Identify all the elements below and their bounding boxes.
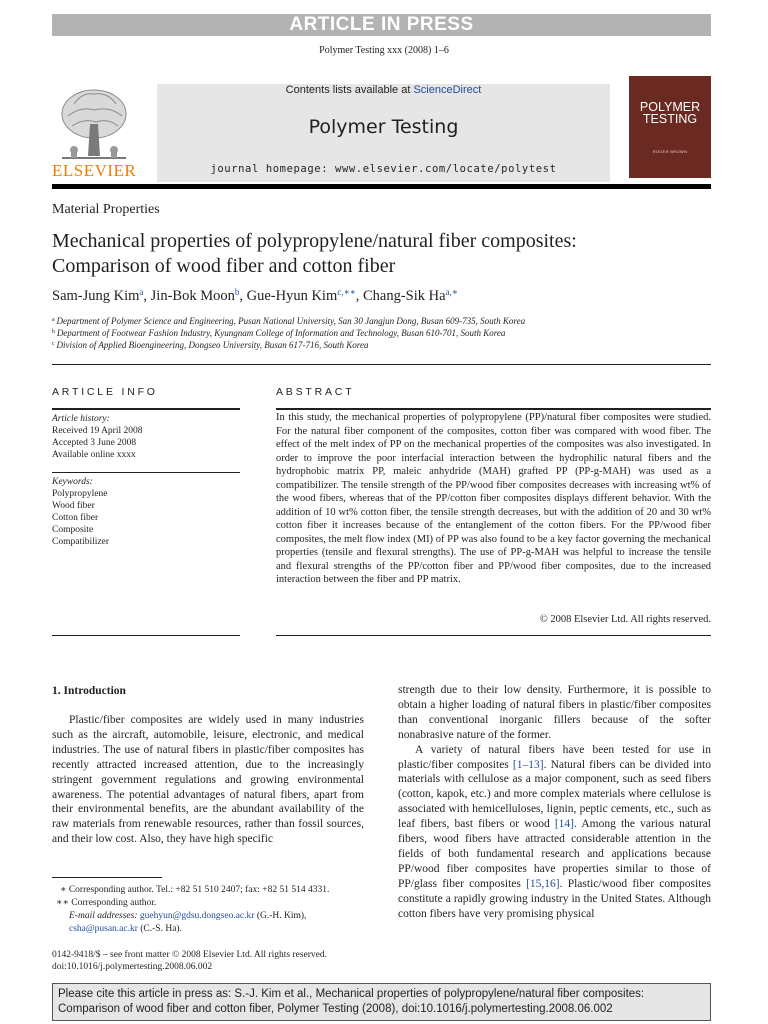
affiliation-text: Department of Footwear Fashion Industry, Kyungnam College of Information and Technology, Busan 610-701, South Korea [56,328,506,338]
citation-link[interactable]: [15,16] [526,877,560,890]
header-rule [52,184,711,189]
journal-title: Polymer Testing [308,116,459,138]
history-label: Article history: [52,414,110,424]
intro-text: . Among the various natural fibers, wood fibers have attracted considerable attention in the fields of both fundamental research and applications because PP/wood fiber composites have properties similar to those of PP/glass fiber composites [398,818,712,890]
keywords [52,476,109,548]
email-owner: (G.-H. Kim), [256,911,307,921]
history-item: Received 19 April 2008 [52,426,143,436]
article-in-press-banner: ARTICLE IN PRESS [52,14,711,36]
keyword: Wood fiber [52,501,95,511]
author-sup[interactable]: c,∗∗ [337,287,356,297]
divider [52,472,240,473]
article-info-heading: ARTICLE INFO [52,386,158,398]
author-sup[interactable]: a,∗ [445,287,458,297]
affiliation [52,316,712,326]
email-link[interactable]: csha@pusan.ac.kr [69,923,138,934]
email-label: E-mail addresses: [69,911,138,921]
intro-left-column [52,713,364,847]
article-title [52,229,712,279]
author-sup[interactable]: a [139,287,144,297]
keyword: Cotton fiber [52,513,99,523]
affiliation [52,328,712,338]
contents-line [157,84,610,96]
abstract-heading: ABSTRACT [276,386,355,398]
intro-paragraph [398,743,711,922]
divider [276,635,711,636]
divider [52,635,240,636]
divider [52,364,711,365]
keyword: Polypropylene [52,489,108,499]
history-item: Available online xxxx [52,450,136,460]
cover-subtitle: ROGER BROWN [652,149,688,154]
author-sup[interactable]: b [234,287,240,297]
intro-paragraph: strength due to their low density. Furthermore, it is possible to obtain a higher loading of natural fibers in plastic/fiber composites than conventional inorganic fillers because of the softer nonabrasive nature of the former. [398,684,711,741]
title-line-1: Mechanical properties of polypropylene/natural fiber composites: [52,230,577,252]
footnote-emails [52,910,367,935]
doi-line[interactable]: doi:10.1016/j.polymertesting.2008.06.002 [52,962,213,972]
email-link[interactable]: guehyun@gdsu.dongseo.ac.kr [139,911,255,921]
intro-paragraph: Plastic/fiber composites are widely used in many industries such as the aircraft, automobile, leisure, electronic, and medical industries. The use of natural fibers in plastic/fiber composites has recently attracted increased attention, due to the increasingly stringent government regulations and growing environmental awareness. The potential advantages of natural fibers, apart from their environmental benefits, are the abundant availability of the raw materials from renewable resources, rather than fossil sources, and their low cost. Also, they have high specific [52,714,364,846]
elsevier-wordmark: ELSEVIER [52,161,137,180]
intro-text: . Natural fibers can be divided into materials with cellulose as a major component, such as seed fibers (cotton, kapok, etc.) and more complex materials where cellulose is associated with hemicelluloses, lignin, peptic cements, etc., such as leaf fibers, bast fibers or wood [398,758,711,831]
author-sep: , [355,288,363,304]
author-name: Sam-Jung Kim [52,288,140,304]
divider [52,408,240,410]
keywords-label: Keywords: [52,477,93,487]
intro-right-column [398,683,711,922]
history-item: Accepted 3 June 2008 [52,438,137,448]
article-history [52,413,143,461]
email-owner: (C.-S. Ha). [140,923,182,934]
cover-title: POLYMER TESTING [639,100,701,126]
section-heading-introduction: 1. Introduction [52,685,126,697]
abstract-text: In this study, the mechanical properties of polypropylene (PP)/natural fiber composites were studied. For the natural fiber component of the composites, cotton fiber was compared with wood fiber. The effect of the melt index of PP on the mechanical properties of the composites was also investigated. In order to improve the poor interfacial interaction between the hydrophilic natural fibers and the hydrophobic matrix PP, maleic anhydride (MAH) grafted PP (PP-g-MAH) was used as a compatibilizer. The tensile strength of the PP/wood fiber composites decreases with increasing wt% of the wood fibers, whereas that of the PP/cotton fiber composites displays different behavior. With the addition of 10 wt% cotton fiber, the tensile strength decreases, but with the addition of 20 and 30 wt% cotton fiber it increases because of the entanglement of the cotton fibers. For the PP/wood fiber composites, the melt flow index (MI) of PP was also found to be a key factor governing the mechanical properties (tensile and flexural strengths). The use of PP-g-MAH was helpful to increase the tensile and flexural strengths of the PP/cotton fiber and PP/wood fiber composites, due to the increased interaction between the fiber and PP matrix. [276,412,711,585]
author-name: Chang-Sik Ha [362,288,446,304]
author-name: Jin-Bok Moon [150,288,235,304]
affiliation [52,340,712,350]
citation-link[interactable]: [14] [554,818,574,831]
sciencedirect-link[interactable]: ScienceDirect [413,84,482,96]
author-list [52,287,712,305]
affiliation-sup: a [52,317,55,323]
footnote-corresponding-1: ∗ Corresponding author. Tel.: +82 51 510 2407; fax: +82 51 514 4331. [60,885,330,895]
abstract-copyright: © 2008 Elsevier Ltd. All rights reserved. [539,614,711,625]
author-sep: , [239,288,247,304]
affiliation-text: Division of Applied Bioengineering, Dongseo University, Busan 617-716, South Korea [56,340,369,350]
journal-reference: Polymer Testing xxx (2008) 1–6 [319,45,449,56]
keyword: Compatibilizer [52,537,109,547]
intro-text: . Plastic/wood fiber composites constitute a rapidly growing industry in the United States. Although cotton fibers have very promising physical [398,877,711,920]
footnote-corresponding-2: ∗∗ Corresponding author. [56,898,157,908]
footnote-divider [52,877,162,878]
citation-box: Please cite this article in press as: S.-J. Kim et al., Mechanical properties of polypropylene/natural fiber composites: Comparison of wood fiber and cotton fiber, Polymer Testing (2008), doi:10.1016/j.polymertesting.2008.06.002 [52,983,711,1021]
divider [276,408,711,410]
contents-prefix: Contents lists available at [285,84,414,96]
citation-link[interactable]: [1–13] [512,758,544,771]
issn-line: 0142-9418/$ – see front matter © 2008 Elsevier Ltd. All rights reserved. [52,950,328,960]
affiliation-text: Department of Polymer Science and Engineering, Pusan National University, San 30 Jangjun Dong, Busan 609-735, South Korea [56,316,526,326]
journal-cover[interactable] [629,76,711,178]
author-name: Gue-Hyun Kim [246,288,338,304]
intro-text: A variety of natural fibers have been tested for use in plastic/fiber composites [398,743,711,771]
section-label: Material Properties [52,202,160,217]
keyword: Composite [52,525,94,535]
journal-homepage[interactable]: journal homepage: www.elsevier.com/locate/polytest [210,163,557,175]
title-line-2: Comparison of wood fiber and cotton fiber [52,255,396,277]
author-sep: , [143,288,151,304]
affiliation-sup: c [52,341,55,347]
affiliation-sup: b [52,329,55,335]
